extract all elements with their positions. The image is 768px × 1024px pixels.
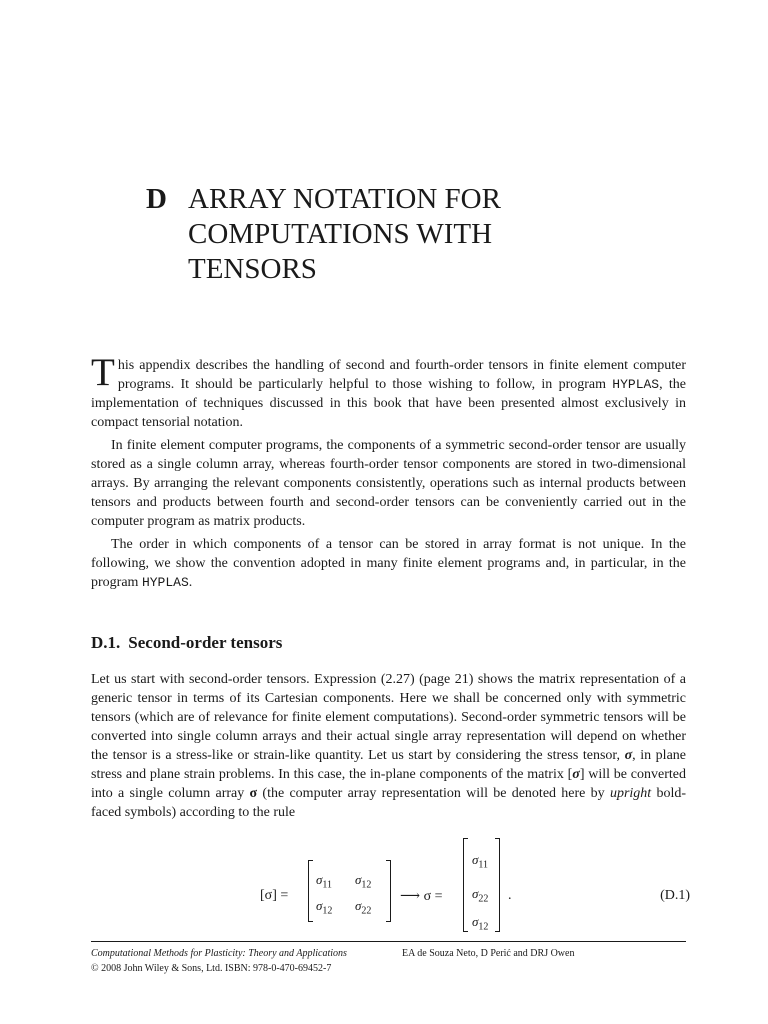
page-footer (91, 946, 691, 976)
sigma-symbol: σ (572, 767, 580, 782)
section-paragraph (91, 670, 686, 822)
vector-cell-1: $\sigma_{11}$ (472, 852, 489, 871)
matrix-cell-21: $\sigma_{12}$ (316, 898, 333, 917)
section-heading (91, 632, 282, 654)
book-title: Computational Methods for Plasticity: Theory and Applications (91, 948, 347, 959)
program-name: HYPLAS (141, 575, 189, 590)
matrix-cell-11: $\sigma_{11}$ (316, 872, 333, 891)
program-name: HYPLAS (612, 377, 660, 392)
section-text-e: bold-faced symbols) according to the rule (91, 786, 686, 820)
chapter-title-line-1: ARRAY NOTATION FOR (188, 183, 501, 215)
footer-line-1 (91, 946, 691, 961)
equation-number: (D.1) (660, 888, 690, 903)
upright-word: upright (609, 786, 652, 801)
intro-paragraph-3 (91, 535, 686, 592)
vector-bracket-left (463, 838, 468, 932)
chapter-letter: D (146, 183, 167, 215)
matrix-cell-22: $\sigma_{22}$ (355, 898, 372, 917)
intro-text (91, 351, 686, 592)
sigma-symbol: σ (624, 748, 633, 763)
section-title: Second-order tensors (128, 633, 283, 652)
copyright-line: © 2008 John Wiley & Sons, Ltd. ISBN: 978-0-470-69452-7 (91, 963, 332, 974)
drop-cap: T (91, 351, 115, 394)
section-text-c: ] will be converted into a single column array (91, 767, 686, 801)
section-text (91, 670, 686, 822)
sigma-upright-symbol: σ (249, 786, 258, 801)
book-authors: EA de Souza Neto, D Perić and DRJ Owen (402, 948, 575, 959)
intro-p1-text-b: , the implementation of techniques discussed in this book that have been presented almost exclusively in compact tensorial notation. (91, 377, 686, 430)
section-text-b: , in plane stress and plane strain problems. In this case, the in-plane components of the matrix [ (91, 748, 686, 782)
section-text-a: Let us start with second-order tensors. Expression (2.27) (page 21) shows the matrix representation of a generic tensor in terms of its Cartesian components. Here we shall be concerned only with symmetric tensors (which are of relevance for finite element computations). Second-order symmetric tensors will be converted into single column arrays and their actual single array representation will depend on whether the tensor is a stress-like or strain-like quantity. Let us start by considering the stress tensor, (91, 672, 686, 763)
chapter-title-line-3: TENSORS (188, 253, 317, 285)
intro-p1-text-a: his appendix describes the handling of second and fourth-order tensors in finite element computer programs. It should be particularly helpful to those wishing to follow, in program (117, 358, 686, 392)
chapter-title-line-2: COMPUTATIONS WITH (188, 218, 493, 250)
chapter-title (188, 182, 608, 287)
intro-p3-text-a: The order in which components of a tensor can be stored in array format is not unique. In the following, we show the convention adopted in many finite element programs and, in particular, in the program (91, 537, 686, 590)
vector-cell-3: $\sigma_{12}$ (472, 914, 489, 933)
matrix-cell-12: $\sigma_{12}$ (355, 872, 372, 891)
chapter-heading (146, 182, 608, 287)
equation-lhs: [σ] = (260, 888, 289, 903)
vector-bracket-right (495, 838, 500, 932)
section-number: D.1. (91, 633, 121, 652)
vector-cell-2: $\sigma_{22}$ (472, 886, 489, 905)
intro-paragraph-2: In finite element computer programs, the components of a symmetric second-order tensor are usually stored as a single column array, whereas fourth-order tensor components are stored in two-dimensional arrays. By arranging the relevant components consistently, operations such as internal products between tensors and products between fourth and second-order tensors can be conveniently carried out in the computer program as matrix products. (91, 438, 686, 529)
matrix-bracket-right (386, 860, 391, 922)
equation-period: . (508, 888, 512, 903)
section-text-d: (the computer array representation will be denoted here by (257, 786, 610, 801)
footer-rule (91, 941, 686, 942)
equation-d1 (250, 852, 690, 933)
intro-p3-text-b: . (188, 575, 193, 590)
intro-paragraph-1 (91, 351, 686, 432)
equation-arrow: ⟶ σ = (400, 889, 443, 904)
matrix-bracket-left (308, 860, 313, 922)
